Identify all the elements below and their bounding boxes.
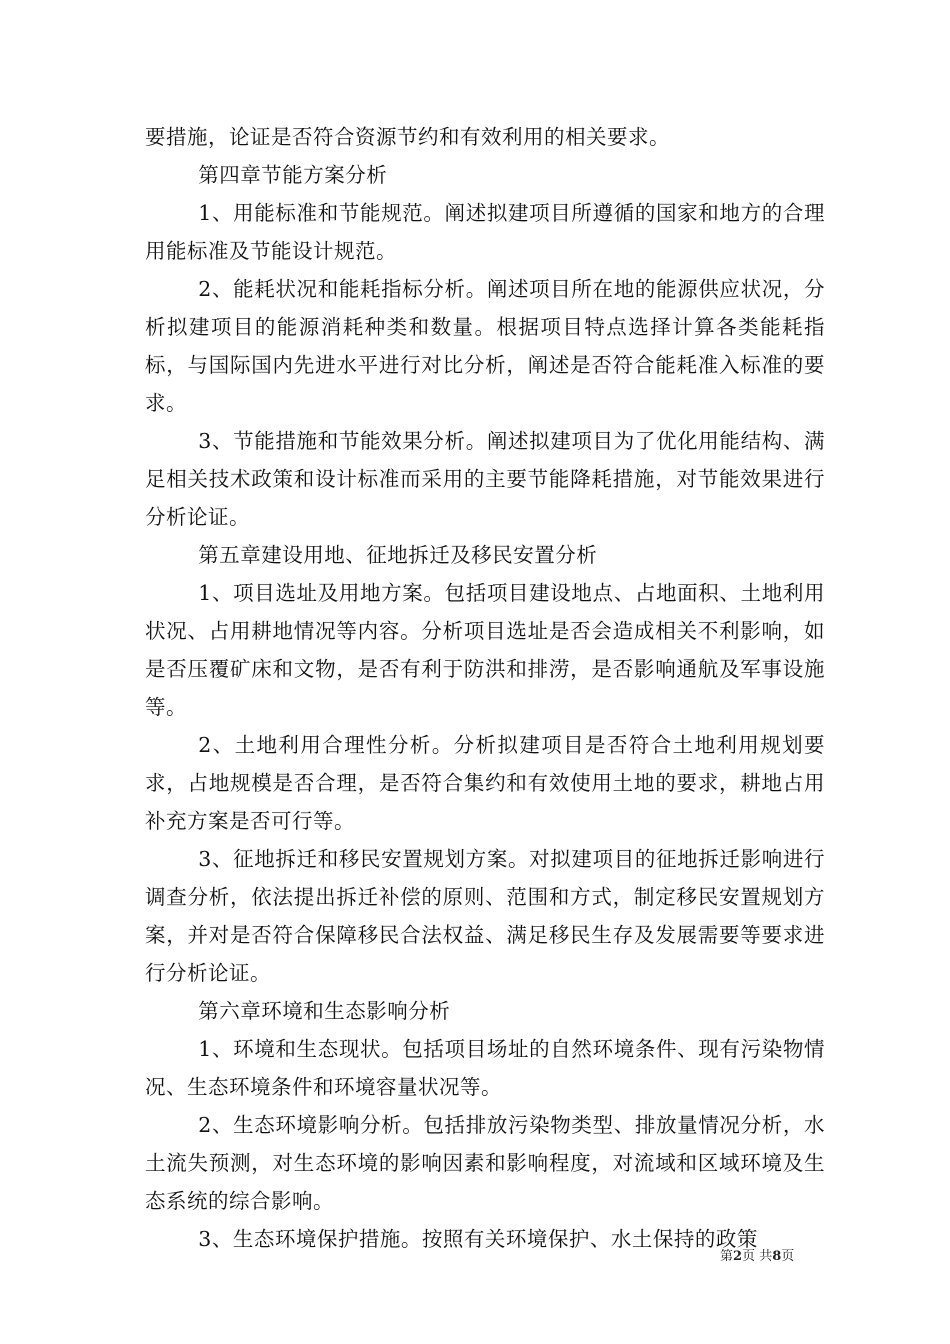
paragraph: 3、征地拆迁和移民安置规划方案。对拟建项目的征地拆迁影响进行调查分析，依法提出拆迁补偿的原则、范围和方式，制定移民安置规划方案，并对是否符合保障移民合法权益、满足移民生存及发展需要等要求进行分析论证。	[145, 847, 825, 985]
paragraph: 1、用能标准和节能规范。阐述拟建项目所遵循的国家和地方的合理用能标准及节能设计规范。	[145, 201, 825, 263]
paragraph: 2、土地利用合理性分析。分析拟建项目是否符合土地利用规划要求，占地规模是否合理，是否符合集约和有效使用土地的要求，耕地占用补充方案是否可行等。	[145, 733, 825, 833]
paragraph-continuation: 要措施，论证是否符合资源节约和有效利用的相关要求。	[145, 125, 670, 149]
chapter-heading-5: 第五章建设用地、征地拆迁及移民安置分析	[198, 543, 598, 567]
page-footer	[720, 1248, 794, 1266]
document-body	[145, 118, 825, 1258]
paragraph: 2、生态环境影响分析。包括排放污染物类型、排放量情况分析，水土流失预测，对生态环境的影响因素和影响程度，对流域和区域环境及生态系统的综合影响。	[145, 1113, 825, 1213]
chapter-heading-6: 第六章环境和生态影响分析	[198, 999, 451, 1023]
footer-prefix: 第	[720, 1249, 734, 1264]
paragraph: 3、节能措施和节能效果分析。阐述拟建项目为了优化用能结构、满足相关技术政策和设计标准而采用的主要节能降耗措施，对节能效果进行分析论证。	[145, 429, 825, 529]
paragraph: 3、生态环境保护措施。按照有关环境保护、水土保持的政策	[198, 1227, 758, 1251]
footer-middle: 页 共	[742, 1249, 773, 1264]
paragraph: 2、能耗状况和能耗指标分析。阐述项目所在地的能源供应状况，分析拟建项目的能源消耗种类和数量。根据项目特点选择计算各类能耗指标，与国际国内先进水平进行对比分析，阐述是否符合能耗准入标准的要求。	[145, 277, 825, 415]
paragraph: 1、环境和生态现状。包括项目场址的自然环境条件、现有污染物情况、生态环境条件和环境容量状况等。	[145, 1037, 825, 1099]
paragraph: 1、项目选址及用地方案。包括项目建设地点、占地面积、土地利用状况、占用耕地情况等内容。分析项目选址是否会造成相关不利影响，如是否压覆矿床和文物，是否有利于防洪和排涝，是否影响通航及军事设施等。	[145, 581, 825, 719]
footer-suffix: 页	[781, 1249, 795, 1264]
footer-total-pages: 8	[772, 1249, 782, 1264]
chapter-heading-4: 第四章节能方案分析	[198, 163, 388, 187]
footer-page-number: 2	[733, 1249, 743, 1264]
